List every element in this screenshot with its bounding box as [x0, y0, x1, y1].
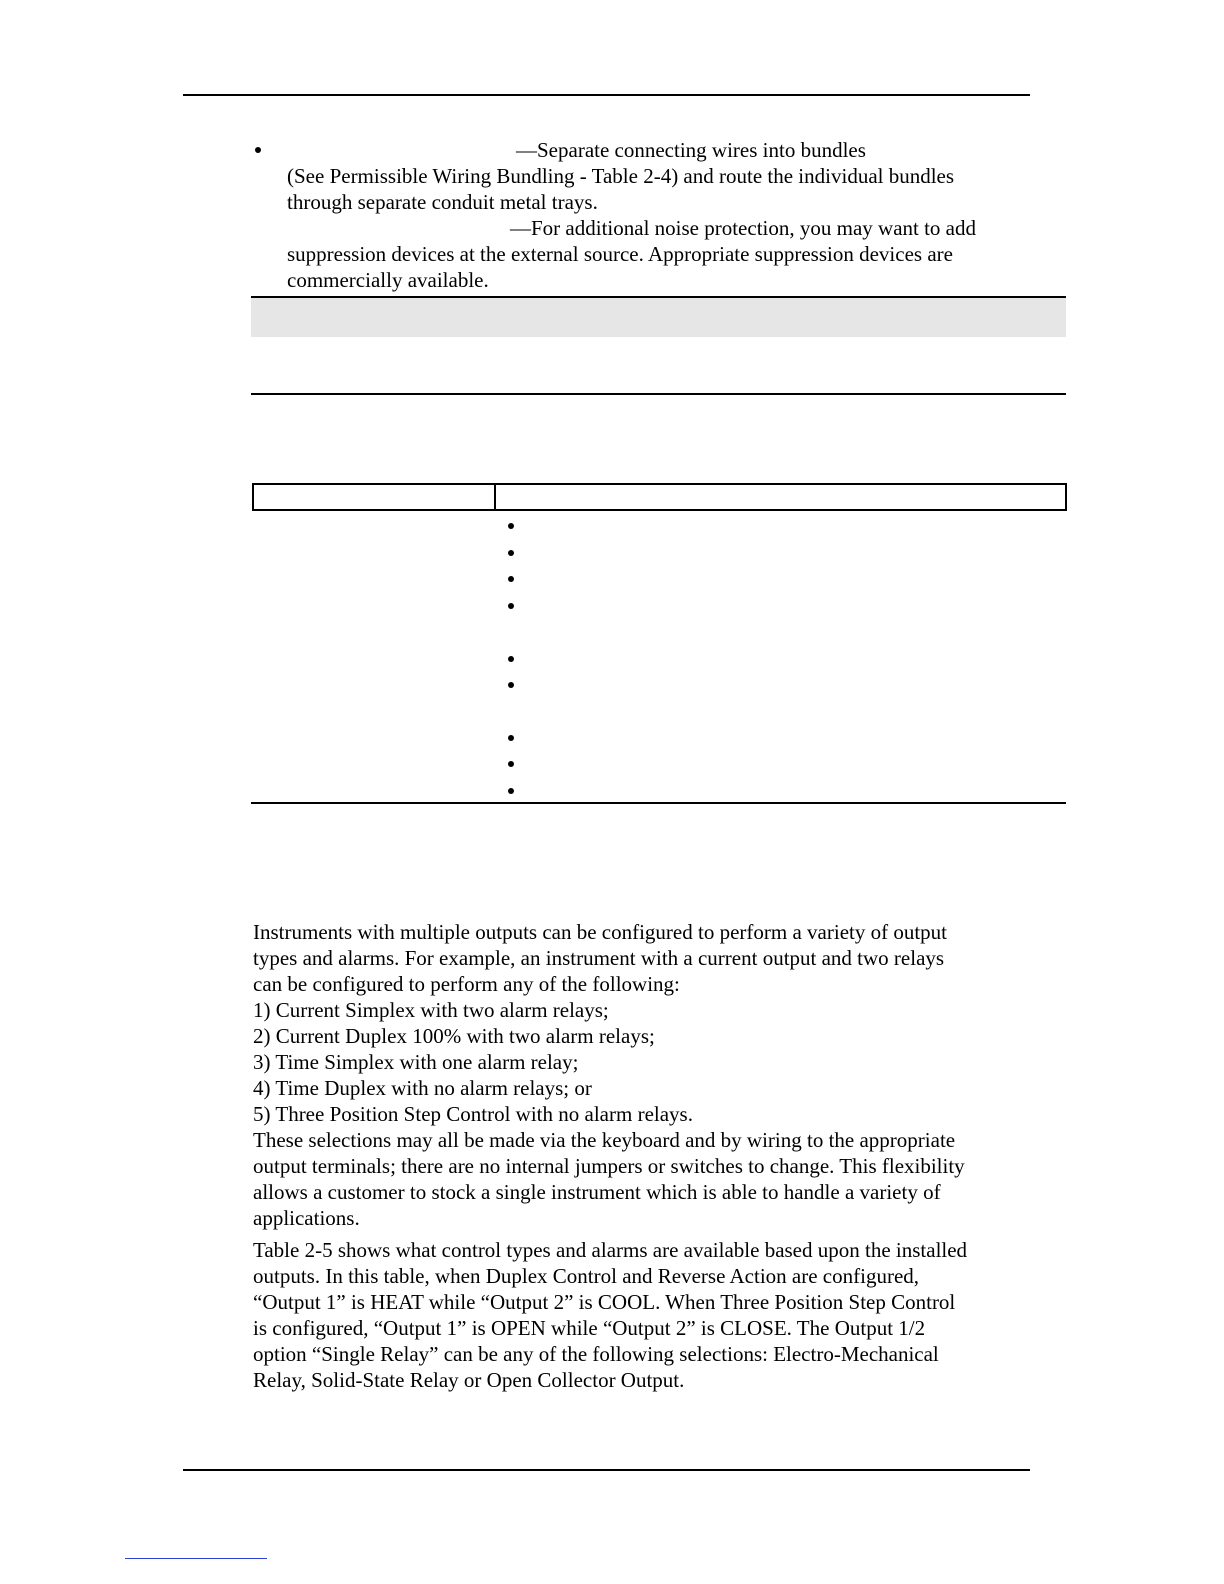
- para2-line: allows a customer to stock a single instrument which is able to handle a variety of: [253, 1180, 941, 1204]
- para2-line: These selections may all be made via the keyboard and by wiring to the appropriate: [253, 1128, 956, 1152]
- para1-line: types and alarms. For example, an instrument with a current output and two relays: [253, 946, 945, 970]
- para3-line: option “Single Relay” can be any of the following selections: Electro-Mechanical: [253, 1342, 939, 1366]
- para3-line: outputs. In this table, when Duplex Control and Reverse Action are configured,: [253, 1264, 920, 1288]
- table-bullet: [508, 576, 514, 582]
- para2-line: output terminals; there are no internal jumpers or switches to change. This flexibility: [253, 1154, 965, 1178]
- table-bullet: [508, 735, 514, 741]
- list-item: 2) Current Duplex 100% with two alarm relays;: [253, 1024, 655, 1048]
- table-bullet: [508, 682, 514, 688]
- footer-rule: [183, 1469, 1030, 1471]
- list-item: 4) Time Duplex with no alarm relays; or: [253, 1076, 592, 1100]
- para3-line: is configured, “Output 1” is OPEN while “Output 2” is CLOSE. The Output 1/2: [253, 1316, 926, 1340]
- list-item: 3) Time Simplex with one alarm relay;: [253, 1050, 579, 1074]
- para1-line: can be configured to perform any of the following:: [253, 972, 680, 996]
- para3-line: “Output 1” is HEAT while “Output 2” is COOL. When Three Position Step Control: [253, 1290, 956, 1314]
- table-bullet: [508, 761, 514, 767]
- bullet-line-2: (See Permissible Wiring Bundling - Table 2-4) and route the individual bundles: [287, 164, 955, 188]
- table-bullet: [508, 788, 514, 794]
- bullet-line-4: —For additional noise protection, you may want to add: [510, 216, 976, 240]
- para1-line: Instruments with multiple outputs can be configured to perform a variety of output: [253, 920, 948, 944]
- table-header-divider: [494, 483, 496, 511]
- table-bullet: [508, 550, 514, 556]
- para2-line: applications.: [253, 1206, 360, 1230]
- para3-line: Relay, Solid-State Relay or Open Collector Output.: [253, 1368, 685, 1392]
- list-item: 5) Three Position Step Control with no alarm relays.: [253, 1102, 693, 1126]
- list-item: 1) Current Simplex with two alarm relays;: [253, 998, 609, 1022]
- table-bottom-rule: [251, 802, 1066, 804]
- table-bullet: [508, 656, 514, 662]
- table-header: [252, 483, 1067, 511]
- header-rule: [183, 94, 1030, 96]
- note-bottom-rule: [251, 393, 1066, 395]
- footer-link-underline[interactable]: [125, 1558, 267, 1559]
- table-bullet: [508, 523, 514, 529]
- bullet-line-3: through separate conduit metal trays.: [287, 190, 598, 214]
- bullet-line-1: —Separate connecting wires into bundles: [516, 138, 866, 162]
- table-bullet: [508, 603, 514, 609]
- bullet-dot: [255, 147, 261, 153]
- para3-line: Table 2-5 shows what control types and alarms are available based upon the installed: [253, 1238, 968, 1262]
- bullet-line-5: suppression devices at the external source. Appropriate suppression devices are: [287, 242, 953, 266]
- note-band: [251, 298, 1066, 337]
- bullet-line-6: commercially available.: [287, 268, 489, 292]
